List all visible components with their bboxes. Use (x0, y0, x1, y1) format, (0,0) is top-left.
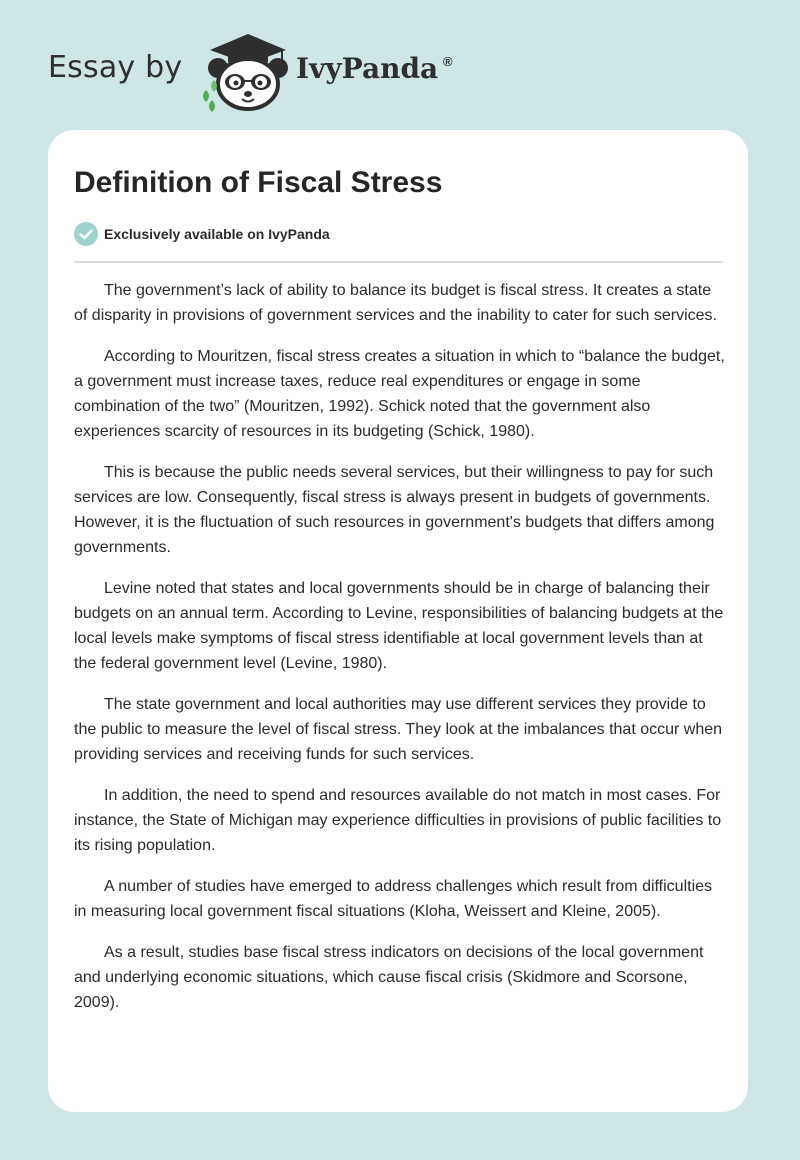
brand-name: IvyPanda (296, 52, 439, 85)
paragraph: A number of studies have emerged to address challenges which result from difficulties in measuring local government fiscal situations (Kloha, Weissert and Kleine, 2005). (74, 878, 713, 920)
paragraph: This is because the public needs several services, but their willingness to pay for such services are low. Consequently, fiscal stress is always present in budgets of governments. However, it is the fluctuation of such resources in government's budgets that differs among governments. (74, 464, 715, 556)
check-circle-icon (74, 222, 98, 246)
essay-body (74, 278, 726, 1031)
paragraph: The state government and local authorities may use different services they provide to the public to measure the level of fiscal stress. They look at the imbalances that occur when providing services and receiving funds for such services. (74, 696, 723, 763)
essay-card (48, 130, 748, 1112)
site-header (0, 0, 800, 130)
ivypanda-logo-icon[interactable] (200, 30, 292, 112)
registered-mark: ® (443, 54, 453, 69)
page-title: Definition of Fiscal Stress (74, 166, 443, 199)
paragraph: The government’s lack of ability to balance its budget is fiscal stress. It creates a state of disparity in provisions of government services and the inability to cater for such services. (74, 282, 717, 324)
paragraph: In addition, the need to spend and resources available do not match in most cases. For instance, the State of Michigan may experience difficulties in provisions of public facilities to its rising population. (74, 787, 722, 854)
paragraph: Levine noted that states and local governments should be in charge of balancing their budgets on an annual term. According to Levine, responsibilities of balancing budgets at the local levels make symptoms of fiscal stress identifiable at local government levels than at the federal government level (Levine, 1980). (74, 580, 724, 672)
paragraph: As a result, studies base fiscal stress indicators on decisions of the local government and underlying economic situations, which cause fiscal crisis (Skidmore and Scorsone, 2009). (74, 944, 704, 1011)
exclusive-badge (74, 222, 330, 246)
exclusive-label: Exclusively available on IvyPanda (104, 226, 330, 242)
brand-prefix: Essay by (48, 50, 183, 85)
paragraph: According to Mouritzen, fiscal stress creates a situation in which to “balance the budget, a government must increase taxes, reduce real expenditures or engage in some combination of the two” (Mouritzen, 1992). Schick noted that the government also experiences scarcity of resources in its budgeting (Schick, 1980). (74, 348, 725, 440)
divider (74, 261, 723, 263)
